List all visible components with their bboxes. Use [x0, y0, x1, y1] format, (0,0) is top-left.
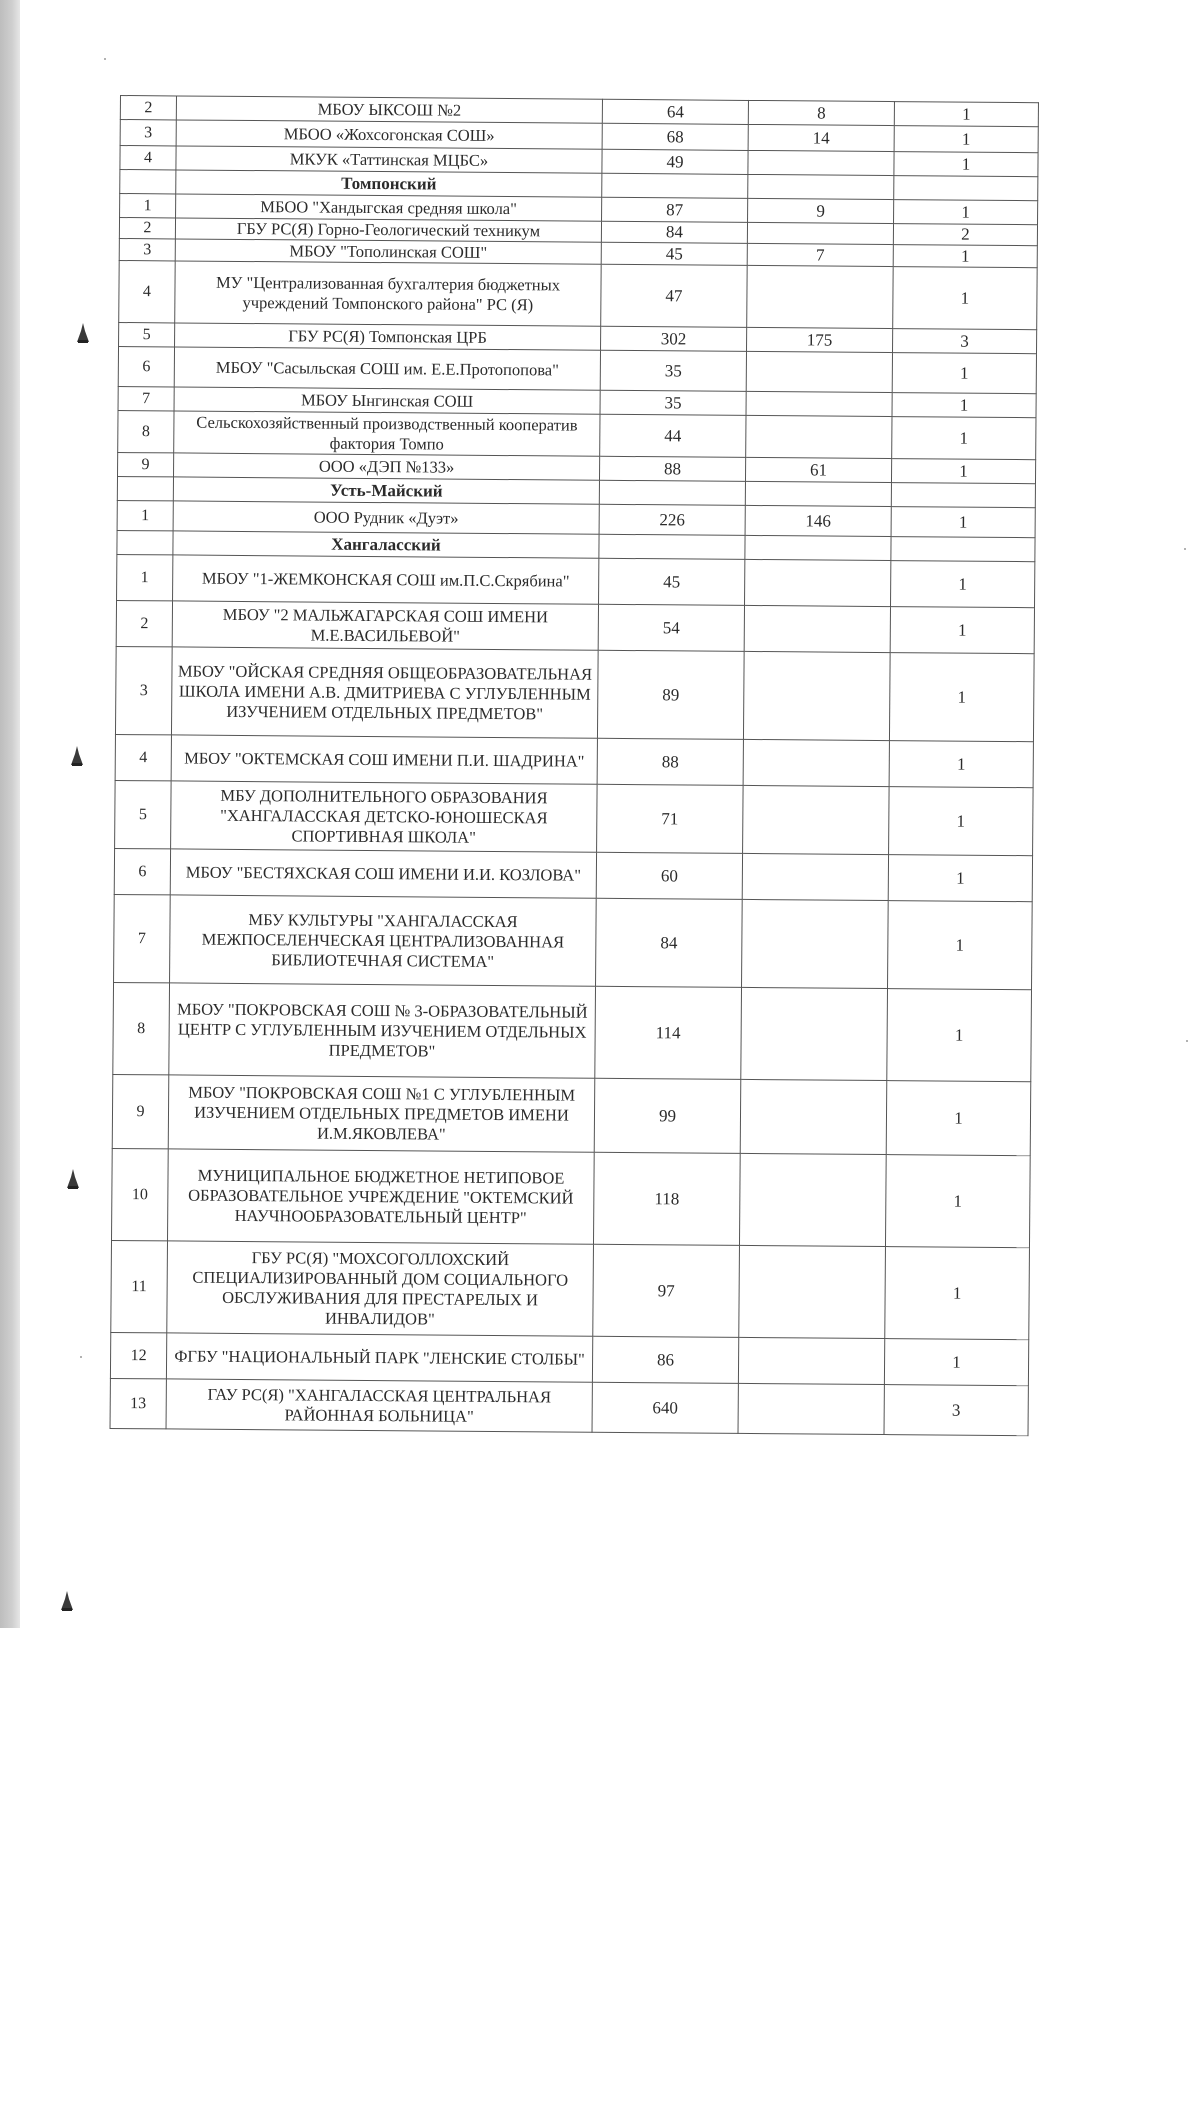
row-number-cell: 3 — [115, 646, 172, 734]
value-2-cell — [744, 605, 890, 652]
organization-name-cell: МБОУ ЫКСОШ №2 — [176, 96, 602, 123]
binder-mark-icon — [70, 745, 84, 767]
organization-name-cell: МБОУ "ПОКРОВСКАЯ СОШ № 3-ОБРАЗОВАТЕЛЬНЫЙ ЦЕНТР С УГЛУБЛЕННЫМ ИЗУЧЕНИЕМ ОТДЕЛЬНЫХ ПРЕДМЕТОВ" — [169, 983, 596, 1078]
value-1-cell: 49 — [602, 149, 748, 174]
value-1-cell: 97 — [593, 1244, 740, 1337]
value-1-cell: 71 — [597, 784, 744, 853]
empty-cell — [891, 537, 1035, 562]
empty-cell — [602, 173, 748, 198]
row-number-cell: 11 — [111, 1240, 168, 1332]
value-2-cell: 9 — [748, 198, 894, 223]
empty-cell — [748, 174, 894, 199]
row-number-cell: 8 — [113, 982, 170, 1074]
row-number-cell: 4 — [119, 260, 175, 322]
value-3-cell: 1 — [890, 607, 1034, 654]
organization-name-cell: ООО Рудник «Дуэт» — [173, 501, 599, 534]
scan-speck — [1186, 1040, 1188, 1042]
organization-name-cell: МБОО «Жохсогонская СОШ» — [176, 120, 602, 149]
document-page — [110, 95, 1038, 1436]
row-number-cell: 13 — [110, 1378, 166, 1428]
district-name: Усть-Майский — [173, 477, 599, 504]
table-row — [110, 1332, 1028, 1385]
value-1-cell: 84 — [596, 898, 743, 987]
value-2-cell — [746, 391, 892, 416]
value-2-cell — [746, 351, 892, 392]
row-number-cell — [120, 170, 176, 194]
organization-name-cell: МБУ ДОПОЛНИТЕЛЬНОГО ОБРАЗОВАНИЯ "ХАНГАЛАССКАЯ ДЕТСКО-ЮНОШЕСКАЯ СПОРТИВНАЯ ШКОЛА" — [171, 781, 598, 852]
value-3-cell: 1 — [891, 561, 1035, 608]
value-2-cell: 7 — [747, 243, 893, 266]
value-3-cell: 3 — [893, 329, 1037, 354]
table-row — [112, 1148, 1031, 1247]
scan-speck — [104, 58, 106, 60]
value-3-cell: 1 — [894, 152, 1038, 177]
value-2-cell — [743, 739, 889, 786]
table-row — [112, 1074, 1031, 1155]
organization-name-cell: МБОО "Хандыгская средняя школа" — [176, 194, 602, 221]
organizations-table — [110, 95, 1039, 1436]
organization-name-cell: МБОУ "ОЙСКАЯ СРЕДНЯЯ ОБЩЕОБРАЗОВАТЕЛЬНАЯ ШКОЛА ИМЕНИ А.В. ДМИТРИЕВА С УГЛУБЛЕННЫМ ИЗУЧЕНИЕМ ОТДЕЛЬНЫХ ПРЕДМЕТОВ" — [171, 647, 598, 738]
table-row — [111, 1240, 1030, 1339]
table-row — [114, 894, 1033, 989]
organization-name-cell: МБОУ Ынгинская СОШ — [174, 387, 600, 414]
value-1-cell: 68 — [602, 123, 748, 150]
value-2-cell — [739, 1153, 886, 1246]
organization-name-cell: МУ "Централизованная бухгалтерия бюджетных учреждений Томпонского района" РС (Я) — [175, 261, 601, 326]
organization-name-cell: МБОУ "Тополинская СОШ" — [175, 239, 601, 264]
empty-cell — [599, 534, 745, 559]
value-3-cell: 1 — [889, 741, 1033, 788]
table-body — [110, 96, 1038, 1436]
value-1-cell: 88 — [599, 456, 745, 481]
row-number-cell: 1 — [120, 194, 176, 218]
table-row — [114, 848, 1032, 901]
value-1-cell: 44 — [600, 414, 746, 457]
value-2-cell: 8 — [748, 100, 894, 125]
organization-name-cell: МБУ КУЛЬТУРЫ "ХАНГАЛАССКАЯ МЕЖПОСЕЛЕНЧЕСКАЯ ЦЕНТРАЛИЗОВАННАЯ БИБЛИОТЕЧНАЯ СИСТЕМА" — [170, 895, 597, 986]
empty-cell — [894, 176, 1038, 201]
value-1-cell: 640 — [592, 1382, 738, 1433]
value-1-cell: 88 — [597, 738, 743, 785]
scan-edge-shadow — [0, 0, 20, 1628]
value-2-cell — [747, 222, 893, 244]
value-3-cell: 1 — [894, 102, 1038, 127]
value-3-cell: 1 — [886, 1081, 1031, 1156]
organization-name-cell: ГБУ РС(Я) "МОХСОГОЛЛОХСКИЙ СПЕЦИАЛИЗИРОВАННЫЙ ДОМ СОЦИАЛЬНОГО ОБСЛУЖИВАНИЯ ДЛЯ ПРЕСТАРЕЛЫХ И ИНВАЛИДОВ" — [167, 1241, 594, 1336]
value-1-cell: 84 — [601, 221, 747, 243]
organization-name-cell: ГБУ РС(Я) Горно-Геологический техникум — [175, 218, 601, 242]
value-1-cell: 47 — [601, 264, 747, 327]
value-1-cell: 118 — [593, 1152, 740, 1245]
value-2-cell — [742, 899, 889, 988]
district-name: Хангаласский — [173, 531, 599, 558]
value-2-cell — [738, 1337, 884, 1384]
row-number-cell: 4 — [120, 146, 176, 170]
value-2-cell — [745, 559, 891, 606]
row-number-cell: 7 — [118, 386, 174, 410]
value-2-cell: 14 — [748, 124, 894, 151]
binder-mark-icon — [60, 1590, 74, 1612]
value-2-cell — [747, 265, 893, 328]
row-number-cell: 3 — [120, 120, 176, 146]
value-1-cell: 54 — [598, 604, 744, 651]
value-3-cell: 1 — [892, 417, 1036, 460]
row-number-cell: 10 — [112, 1148, 169, 1240]
value-2-cell — [738, 1383, 884, 1434]
row-number-cell: 7 — [114, 894, 171, 982]
row-number-cell: 5 — [115, 780, 172, 848]
value-3-cell: 1 — [893, 245, 1037, 268]
empty-cell — [745, 535, 891, 560]
table-row — [113, 982, 1032, 1081]
value-3-cell: 1 — [885, 1247, 1030, 1340]
row-number-cell: 1 — [117, 554, 173, 600]
table-row — [115, 780, 1034, 855]
organization-name-cell: МБОУ "2 МАЛЬЖАГАРСКАЯ СОШ ИМЕНИ М.Е.ВАСИЛЬЕВОЙ" — [172, 601, 598, 650]
table-row — [115, 734, 1033, 787]
row-number-cell — [117, 476, 173, 500]
value-1-cell: 87 — [602, 197, 748, 222]
value-2-cell — [743, 785, 890, 854]
value-2-cell — [748, 150, 894, 175]
binder-mark-icon — [66, 1168, 80, 1190]
organization-name-cell: МБОУ "Сасыльская СОШ им. Е.Е.Протопопова" — [174, 347, 600, 390]
value-1-cell: 302 — [601, 326, 747, 351]
value-3-cell: 3 — [884, 1385, 1028, 1436]
value-1-cell: 99 — [594, 1078, 741, 1153]
row-number-cell — [117, 530, 173, 554]
value-1-cell: 114 — [595, 986, 742, 1079]
row-number-cell: 9 — [118, 452, 174, 476]
value-3-cell: 1 — [889, 787, 1034, 856]
value-2-cell — [739, 1245, 886, 1338]
value-1-cell: 35 — [600, 390, 746, 415]
value-3-cell: 1 — [891, 459, 1035, 484]
value-1-cell: 60 — [596, 852, 742, 899]
table-row — [115, 646, 1034, 741]
value-2-cell — [741, 987, 888, 1080]
value-1-cell: 64 — [602, 99, 748, 124]
value-3-cell: 1 — [892, 393, 1036, 418]
empty-cell — [599, 480, 745, 505]
row-number-cell: 1 — [117, 500, 173, 530]
row-number-cell: 3 — [119, 238, 175, 260]
row-number-cell: 2 — [120, 96, 176, 120]
value-1-cell: 89 — [597, 650, 744, 739]
organization-name-cell: ФГБУ "НАЦИОНАЛЬНЫЙ ПАРК "ЛЕНСКИЕ СТОЛБЫ" — [166, 1333, 592, 1382]
row-number-cell: 5 — [119, 322, 175, 346]
value-2-cell: 61 — [745, 457, 891, 482]
organization-name-cell: МУНИЦИПАЛЬНОЕ БЮДЖЕТНОЕ НЕТИПОВОЕ ОБРАЗОВАТЕЛЬНОЕ УЧРЕЖДЕНИЕ "ОКТЕМСКИЙ НАУЧНООБРАЗОВАТЕЛЬНЫЙ ЦЕНТР" — [168, 1149, 595, 1244]
value-3-cell: 1 — [888, 855, 1032, 902]
value-2-cell — [743, 651, 890, 740]
value-3-cell: 1 — [891, 507, 1035, 538]
organization-name-cell: Сельскохозяйственный производственный кооператив фактория Томпо — [174, 411, 600, 456]
district-name: Томпонский — [176, 170, 602, 197]
scan-speck — [1184, 548, 1186, 550]
value-3-cell: 1 — [884, 1339, 1028, 1386]
value-3-cell: 1 — [888, 901, 1033, 990]
empty-cell — [891, 483, 1035, 508]
value-1-cell: 45 — [601, 242, 747, 265]
value-3-cell: 2 — [893, 224, 1037, 246]
value-2-cell: 146 — [745, 505, 891, 536]
table-row — [118, 410, 1036, 459]
row-number-cell: 9 — [112, 1074, 169, 1148]
table-row — [119, 260, 1037, 329]
value-1-cell: 226 — [599, 504, 745, 535]
organization-name-cell: МКУК «Таттинская МЦБС» — [176, 146, 602, 173]
row-number-cell: 12 — [110, 1332, 166, 1378]
value-2-cell: 175 — [747, 327, 893, 352]
row-number-cell: 2 — [116, 600, 172, 646]
table-row — [117, 554, 1035, 607]
row-number-cell: 4 — [115, 734, 171, 780]
value-2-cell — [742, 853, 888, 900]
table-row — [116, 600, 1034, 653]
organization-name-cell: МБОУ "БЕСТЯХСКАЯ СОШ ИМЕНИ И.И. КОЗЛОВА" — [170, 849, 596, 898]
row-number-cell: 6 — [114, 848, 170, 894]
value-2-cell — [746, 415, 892, 458]
organization-name-cell: МБОУ "ПОКРОВСКАЯ СОШ №1 С УГЛУБЛЕННЫМ ИЗУЧЕНИЕМ ОТДЕЛЬНЫХ ПРЕДМЕТОВ ИМЕНИ И.М.ЯКОВЛЕВА" — [168, 1075, 595, 1152]
organization-name-cell: ООО «ДЭП №133» — [174, 453, 600, 480]
organization-name-cell: МБОУ "1-ЖЕМКОНСКАЯ СОШ им.П.С.Скрябина" — [173, 555, 599, 604]
row-number-cell: 2 — [119, 218, 175, 239]
organization-name-cell: ГАУ РС(Я) "ХАНГАЛАССКАЯ ЦЕНТРАЛЬНАЯ РАЙОННАЯ БОЛЬНИЦА" — [166, 1379, 592, 1432]
value-1-cell: 86 — [592, 1336, 738, 1383]
value-3-cell: 1 — [889, 653, 1034, 742]
value-3-cell: 1 — [894, 126, 1038, 153]
value-3-cell: 1 — [894, 200, 1038, 225]
value-3-cell: 1 — [892, 353, 1036, 394]
value-3-cell: 1 — [893, 267, 1037, 330]
value-1-cell: 35 — [600, 350, 746, 391]
binder-mark-icon — [76, 322, 90, 344]
value-3-cell: 1 — [887, 989, 1032, 1082]
row-number-cell: 6 — [118, 346, 174, 386]
value-2-cell — [740, 1079, 887, 1154]
organization-name-cell: МБОУ "ОКТЕМСКАЯ СОШ ИМЕНИ П.И. ШАДРИНА" — [171, 735, 597, 784]
value-3-cell: 1 — [885, 1155, 1030, 1248]
row-number-cell: 8 — [118, 410, 174, 452]
empty-cell — [745, 481, 891, 506]
scan-speck — [80, 1356, 82, 1358]
value-1-cell: 45 — [599, 558, 745, 605]
table-row — [110, 1378, 1028, 1435]
organization-name-cell: ГБУ РС(Я) Томпонская ЦРБ — [175, 323, 601, 350]
